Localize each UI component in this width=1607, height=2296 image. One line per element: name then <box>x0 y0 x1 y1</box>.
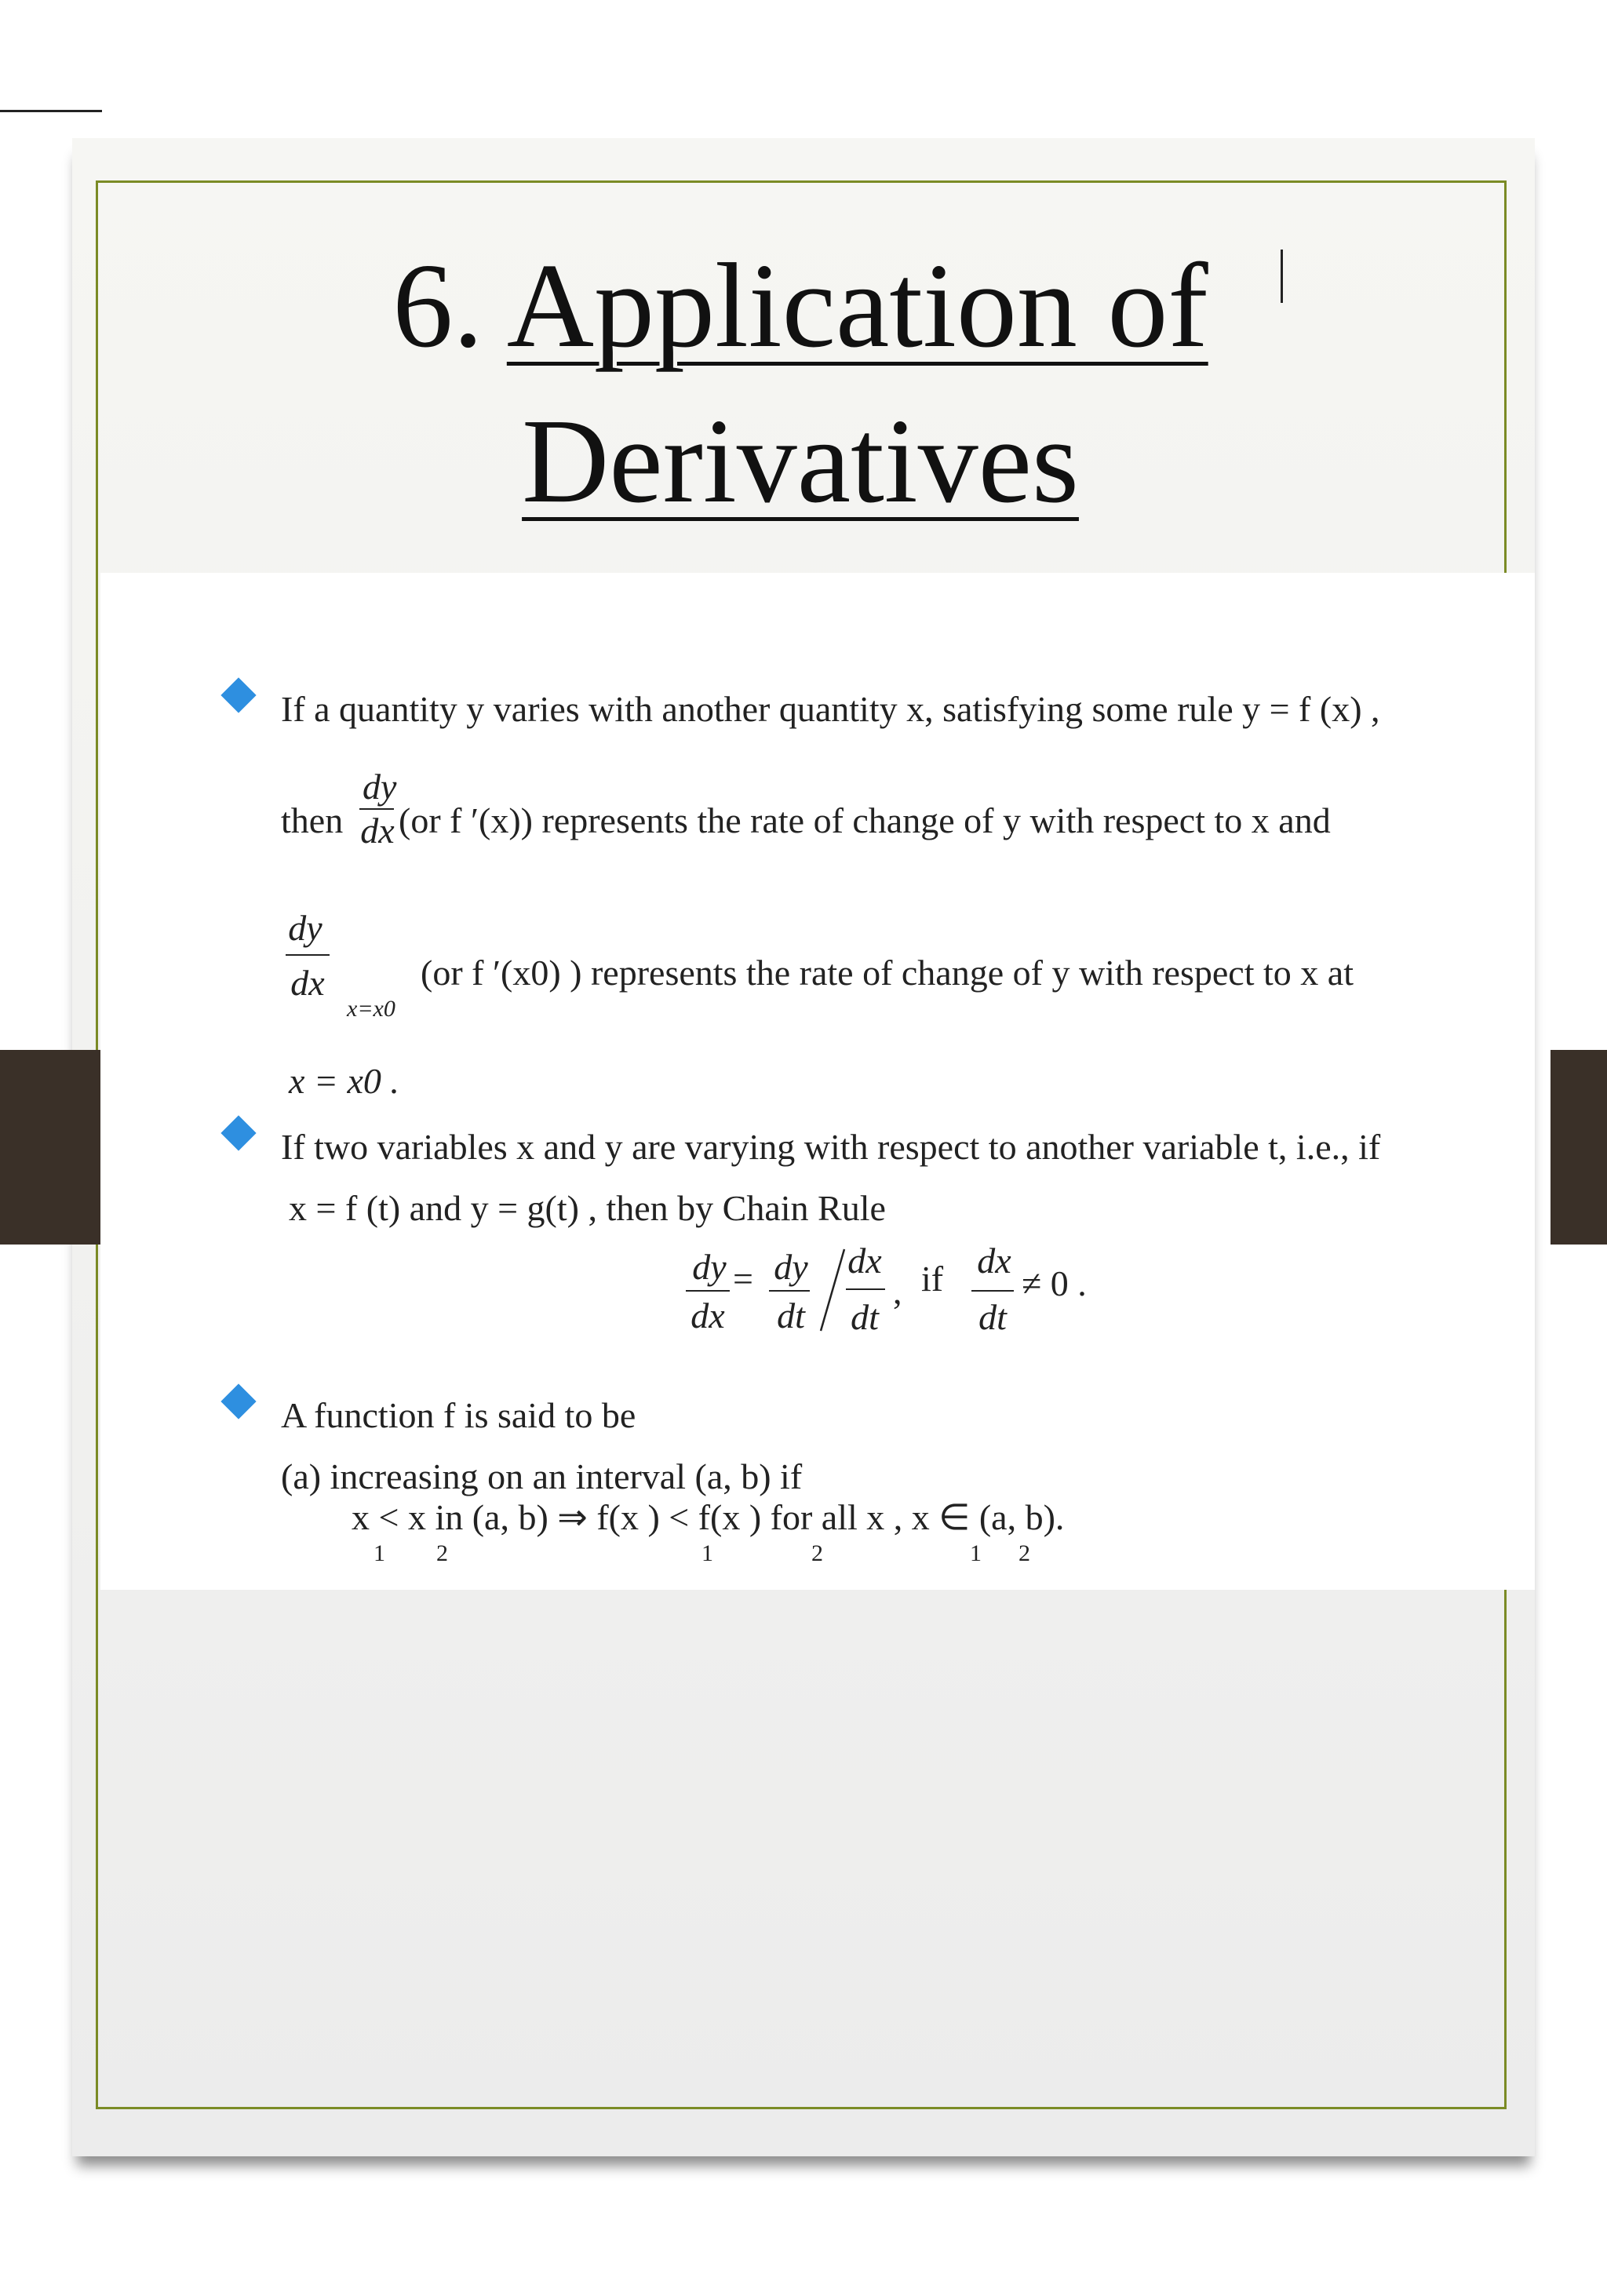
subscript: 1 <box>970 1540 982 1566</box>
chain-comma: , <box>893 1271 902 1311</box>
chain-r2-den: dt <box>851 1297 879 1337</box>
eval-subscript: x=x0 <box>347 996 395 1022</box>
bullet-diamond-icon <box>220 677 256 712</box>
frac-numerator-2: dy <box>288 908 322 948</box>
bullet1-line3-rest: (or f ′(x0) ) represents the rate of change of y with respect to x at <box>421 953 1354 993</box>
bullet1-then: then <box>281 800 344 840</box>
chain-lhs-den: dx <box>691 1296 725 1336</box>
chain-r1-den: dt <box>777 1296 805 1336</box>
division-slash <box>818 1248 846 1334</box>
chain-r2-num: dx <box>847 1241 882 1281</box>
right-dark-band <box>1551 1050 1607 1245</box>
fraction-bar-r1 <box>769 1290 810 1292</box>
subscript: 2 <box>1018 1540 1030 1566</box>
bullet2-line1: If two variables x and y are varying with respect to another variable t, i.e., if <box>281 1127 1381 1167</box>
chain-cond-num: dx <box>977 1241 1011 1281</box>
bullet3-line3: x < x in (a, b) ⇒ f(x ) < f(x ) for all x , x ∈ (a, b). <box>352 1497 1065 1537</box>
text-cursor <box>1281 250 1283 303</box>
bullet1-line1: If a quantity y varies with another quantity x, satisfying some rule y = f (x) , <box>281 689 1380 729</box>
subscript: 2 <box>811 1540 823 1566</box>
chain-if: if <box>921 1259 944 1299</box>
left-dark-band <box>0 1050 100 1245</box>
bullet1-line4: x = x0 . <box>289 1061 399 1101</box>
chain-equals: = <box>733 1259 753 1299</box>
subscript: 1 <box>374 1540 385 1566</box>
chain-r1-num: dy <box>774 1247 808 1287</box>
bullet-diamond-icon <box>220 1115 256 1150</box>
fraction-bar-lhs <box>686 1290 730 1292</box>
subscript: 1 <box>701 1540 713 1566</box>
chain-condition: ≠ 0 . <box>1022 1263 1087 1303</box>
bullet3-line1: A function f is said to be <box>281 1395 636 1435</box>
chain-lhs-num: dy <box>692 1247 727 1287</box>
title-number: 6. <box>392 239 483 373</box>
bullet1-line2-rest: (or f ′(x)) represents the rate of change of y with respect to x and <box>399 800 1331 840</box>
top-rule <box>0 110 102 112</box>
title-line-1: Application of <box>506 239 1208 373</box>
subscript: 2 <box>436 1540 448 1566</box>
bullet3-line2: (a) increasing on an interval (a, b) if <box>281 1456 803 1496</box>
frac-denominator-2: dx <box>290 963 325 1003</box>
content-panel <box>100 573 1535 1590</box>
bullet-diamond-icon <box>220 1383 256 1419</box>
frac-numerator: dy <box>363 767 397 807</box>
fraction-bar-r2 <box>846 1288 885 1290</box>
fraction-bar-cond <box>971 1290 1014 1292</box>
title-line-2: Derivatives <box>522 395 1079 528</box>
bullet2-line2: x = f (t) and y = g(t) , then by Chain Rule <box>289 1188 886 1228</box>
chain-cond-den: dt <box>978 1297 1007 1337</box>
frac-denominator: dx <box>360 811 395 851</box>
fraction-bar-2 <box>286 954 330 956</box>
